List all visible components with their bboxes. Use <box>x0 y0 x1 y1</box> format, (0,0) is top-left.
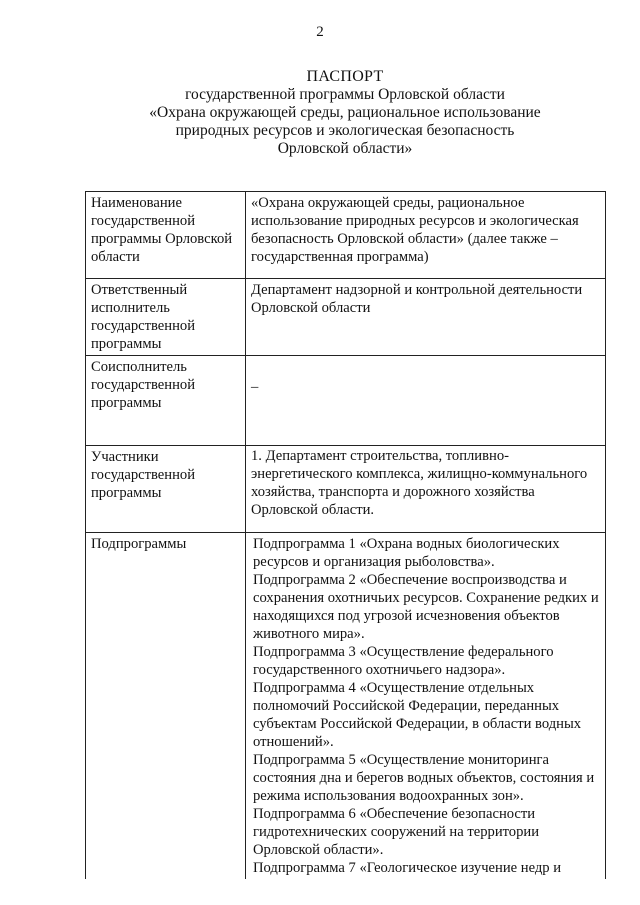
subprogram-item-6: Подпрограмма 6 «Обеспечение безопасности гидротехнических сооружений на территории Орловской области». <box>253 806 540 858</box>
table-row <box>86 533 606 880</box>
title-line-1: государственной программы Орловской области <box>185 86 505 103</box>
document-title <box>60 68 630 158</box>
row-value-subprograms <box>246 533 606 880</box>
table-row <box>86 446 606 533</box>
page-number: 2 <box>316 24 324 40</box>
title-line-4: Орловской области» <box>277 140 413 157</box>
title-heading: ПАСПОРТ <box>306 68 384 85</box>
title-line-3: природных ресурсов и экологическая безопасность <box>175 122 515 139</box>
row-value-responsible: Департамент надзорной и контрольной деятельности Орловской области <box>246 279 606 356</box>
table-row <box>86 356 606 446</box>
row-label-coexecutor: Соисполнитель государственной программы <box>86 356 246 446</box>
subprogram-item-7: Подпрограмма 7 «Геологическое изучение недр и <box>253 860 562 876</box>
subprogram-item-5: Подпрограмма 5 «Осуществление мониторинга состояния дна и берегов водных объектов, состояния и режима использования водоохранных зон». <box>253 752 595 804</box>
table-row <box>86 279 606 356</box>
row-value-name: «Охрана окружающей среды, рациональное использование природных ресурсов и экологическая безопасность Орловской области» (далее также – государственная программа) <box>246 192 606 279</box>
title-line-2: «Охрана окружающей среды, рациональное использование <box>149 104 541 121</box>
subprogram-item-1: Подпрограмма 1 «Охрана водных биологических ресурсов и организация рыболовства». <box>253 536 560 570</box>
passport-table <box>85 191 606 879</box>
row-label-subprograms: Подпрограммы <box>86 533 246 880</box>
row-label-name: Наименование государственной программы Орловской области <box>86 192 246 279</box>
row-value-participants: 1. Департамент строительства, топливно-энергетического комплекса, жилищно-коммунального хозяйства, транспорта и дорожного хозяйства Орловской области. <box>246 446 606 533</box>
row-label-responsible: Ответственный исполнитель государственной программы <box>86 279 246 356</box>
subprogram-item-4: Подпрограмма 4 «Осуществление отдельных полномочий Российской Федерации, переданных субъектам Российской Федерации, в области водных отношений». <box>253 680 582 750</box>
subprogram-item-3: Подпрограмма 3 «Осуществление федерального государственного охотничьего надзора». <box>253 644 554 678</box>
table-row <box>86 192 606 279</box>
row-label-participants: Участники государственной программы <box>86 446 246 533</box>
subprogram-item-2: Подпрограмма 2 «Обеспечение воспроизводства и сохранения охотничьих ресурсов. Сохранение редких и находящихся под угрозой исчезновения объектов животного мира». <box>253 572 599 642</box>
row-value-coexecutor: – <box>246 356 606 446</box>
